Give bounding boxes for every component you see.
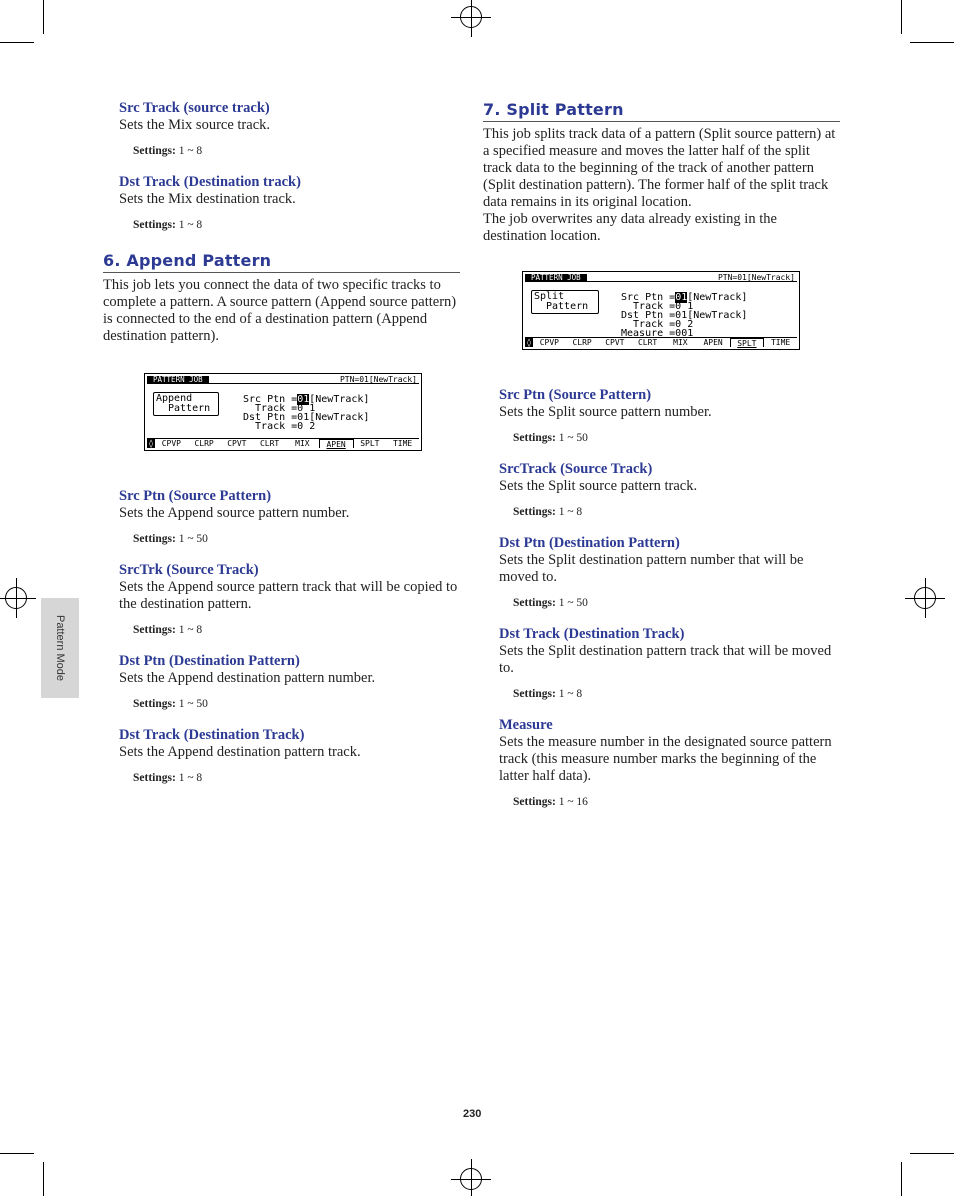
param-name: Dst Track (Destination Track) [499,626,685,642]
settings-value: 1 ~ 8 [178,624,203,636]
lcd-menu [525,337,797,347]
settings-label: Settings: [133,219,176,231]
lcd-pattern: PTN=01[NewTrack] [339,375,417,384]
lcd-menu-item: APEN [703,338,723,347]
lcd-field-label: Src Ptn = [243,394,298,405]
lcd-cursor-value: 01 [297,394,310,405]
lcd-menu-item: CPVP [161,439,181,448]
crop-mark [43,1162,44,1196]
param-desc: Sets the Append source pattern track that will be copied to the destination pattern. [119,579,458,612]
mix-param-dst-track [103,174,460,231]
left-column [103,100,460,345]
append-param-dst-track [103,727,460,784]
settings-value: 1 ~ 8 [178,219,203,231]
registration-mark [914,587,936,609]
lcd-job-box [531,290,599,314]
registration-mark [460,6,482,28]
lcd-menu-item: TIME [392,439,413,448]
lcd-box-line1: Append [156,393,193,404]
lcd-menu-item: CLRP [572,338,592,347]
param-desc: Sets the Append destination pattern track. [119,744,361,760]
lcd-field-dst-track: Track =0 2 [621,319,694,330]
param-settings [499,597,840,609]
param-settings [499,432,840,444]
lcd-menu [147,438,419,448]
lcd-job-box [153,392,219,416]
lcd-field-dst-ptn: Dst Ptn =01[NewTrack] [621,310,748,321]
section-intro: This job lets you connect the data of two specific tracks to complete a pattern. A source pattern (Append source pattern) is connected to the end of a destination pattern (Append destination pattern). [103,277,457,344]
param-settings [499,796,840,808]
lcd-box-line1: Split [534,291,565,302]
lcd-field-suffix: [NewTrack] [309,394,370,405]
lcd-menu-item: TIME [770,338,791,347]
lcd-menu-item: CPVT [227,439,247,448]
param-desc: Sets the Mix destination track. [119,191,296,207]
param-settings [499,506,840,518]
crop-mark [910,1153,954,1154]
split-param-measure [483,717,840,808]
param-name: SrcTrk (Source Track) [119,562,259,578]
section-intro: This job splits track data of a pattern (Split source pattern) at a specified measure and moves the latter half of the split track data to the beginning of the track of another pattern (Split destination pattern). The former half of the split track data remains in its original location. [483,126,836,210]
param-settings [119,698,460,710]
lcd-menu-marker: ◊ [148,439,154,448]
param-settings [499,688,840,700]
lcd-field-src-track: Track =0 1 [621,301,694,312]
crop-mark [0,1153,34,1154]
append-param-dst-ptn [103,653,460,710]
settings-value: 1 ~ 8 [558,688,583,700]
settings-label: Settings: [133,624,176,636]
side-tab [41,598,79,698]
lcd-menu-marker: ◊ [526,338,532,347]
lcd-header [147,376,419,384]
settings-value: 1 ~ 8 [558,506,583,518]
settings-value: 1 ~ 16 [558,796,588,808]
param-desc: Sets the Split destination pattern number that will be moved to. [499,552,804,585]
split-params [483,387,840,808]
settings-value: 1 ~ 50 [178,533,208,545]
lcd-menu-item-selected: APEN [319,439,354,448]
append-param-src-trk [103,562,460,636]
settings-label: Settings: [513,506,556,518]
param-name: Dst Track (Destination Track) [119,727,305,743]
side-tab-label: Pattern Mode [54,614,66,682]
split-param-dst-track [483,626,840,700]
section-heading-split: 7. Split Pattern [483,100,840,122]
param-name: Src Ptn (Source Pattern) [119,488,272,504]
lcd-pattern: PTN=01[NewTrack] [717,273,795,282]
lcd-field-label: Src Ptn = [621,292,676,303]
lcd-box-line2: Pattern [168,403,211,414]
settings-value: 1 ~ 8 [178,772,203,784]
param-desc: Sets the measure number in the designated source pattern track (this measure number marks the beginning of the latter half data). [499,734,832,784]
crop-mark [901,0,902,34]
param-name: Dst Ptn (Destination Pattern) [119,653,300,669]
lcd-header [525,274,797,282]
lcd-menu-item: CLRP [194,439,214,448]
lcd-tag: PATTERN JOB [147,376,209,384]
registration-mark [5,587,27,609]
append-param-src-ptn [103,488,460,545]
settings-label: Settings: [133,533,176,545]
settings-value: 1 ~ 50 [558,597,588,609]
param-settings [119,624,460,636]
lcd-menu-item: MIX [673,338,688,347]
lcd-menu-item: CLRT [259,439,280,448]
param-settings [119,145,460,157]
param-desc: Sets the Split source pattern track. [499,478,698,494]
param-name: Measure [499,717,553,733]
lcd-menu-item-selected: SPLT [730,338,765,347]
lcd-field-dst-track: Track =0 2 [243,421,316,432]
settings-label: Settings: [133,698,176,710]
param-name: SrcTrack (Source Track) [499,461,653,477]
crop-mark [43,0,44,34]
settings-value: 1 ~ 50 [558,432,588,444]
param-desc: Sets the Append destination pattern number. [119,670,376,686]
crop-mark [910,42,954,43]
section-intro-2: The job overwrites any data already existing in the destination location. [483,211,777,244]
lcd-field-src-track: Track =0 1 [243,403,316,414]
param-name: Dst Ptn (Destination Pattern) [499,535,680,551]
lcd-menu-item: CPVP [539,338,559,347]
param-name: Dst Track (Destination track) [119,174,301,190]
lcd-menu-item: CLRT [637,338,658,347]
settings-label: Settings: [513,432,556,444]
split-param-src-ptn [483,387,840,444]
right-column [483,100,840,245]
param-name: Src Track (source track) [119,100,270,116]
split-param-dst-ptn [483,535,840,609]
settings-label: Settings: [133,772,176,784]
lcd-box-line2: Pattern [546,301,589,312]
lcd-field-suffix: [NewTrack] [687,292,748,303]
lcd-menu-item: SPLT [360,439,380,448]
split-param-src-track [483,461,840,518]
lcd-menu-item: MIX [295,439,310,448]
crop-mark [0,42,34,43]
section-heading-append: 6. Append Pattern [103,251,460,273]
lcd-screen-split [522,271,800,350]
lcd-screen-append [144,373,422,451]
param-name: Src Ptn (Source Pattern) [499,387,652,403]
lcd-field-dst-ptn: Dst Ptn =01[NewTrack] [243,412,370,423]
param-desc: Sets the Append source pattern number. [119,505,350,521]
settings-value: 1 ~ 8 [178,145,203,157]
settings-value: 1 ~ 50 [178,698,208,710]
param-desc: Sets the Split source pattern number. [499,404,712,420]
settings-label: Settings: [133,145,176,157]
page-number: 230 [463,1108,482,1120]
lcd-field-measure: Measure =001 [621,328,694,339]
registration-mark [460,1168,482,1190]
param-desc: Sets the Split destination pattern track that will be moved to. [499,643,832,676]
param-settings [119,533,460,545]
mix-param-src-track [103,100,460,157]
append-params [103,488,460,784]
param-desc: Sets the Mix source track. [119,117,271,133]
lcd-menu-item: CPVT [605,338,625,347]
lcd-tag: PATTERN JOB [525,274,587,282]
crop-mark [901,1162,902,1196]
param-settings [119,772,460,784]
settings-label: Settings: [513,796,556,808]
lcd-cursor-value: 01 [675,292,688,303]
param-settings [119,219,460,231]
settings-label: Settings: [513,688,556,700]
settings-label: Settings: [513,597,556,609]
